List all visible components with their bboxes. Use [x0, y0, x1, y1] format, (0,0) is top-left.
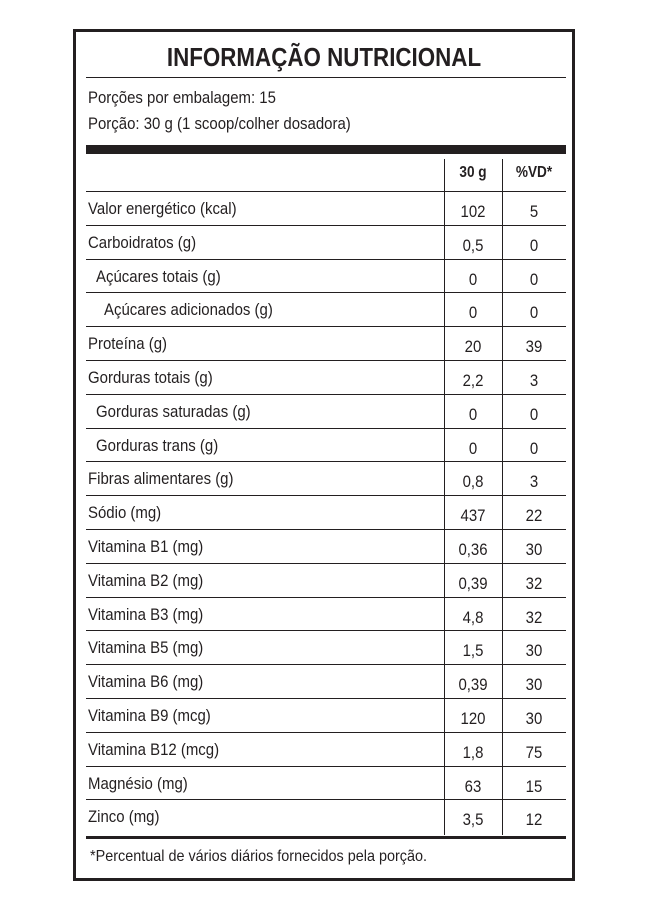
nutrient-dv: 30 — [525, 539, 543, 559]
nutrient-name: Vitamina B9 (mcg) — [88, 705, 211, 725]
nutrient-name: Vitamina B2 (mg) — [88, 570, 204, 590]
nutrient-name: Gorduras totais (g) — [88, 367, 213, 387]
table-row — [86, 462, 566, 496]
nutrient-dv: 32 — [525, 607, 543, 627]
nutrient-name: Vitamina B1 (mg) — [88, 536, 204, 556]
table-row — [86, 260, 566, 294]
nutrient-amount: 437 — [460, 506, 486, 526]
nutrient-name: Fibras alimentares (g) — [88, 469, 234, 489]
nutrient-dv: 3 — [529, 472, 539, 492]
table-row — [86, 496, 566, 530]
nutrient-name: Valor energético (kcal) — [88, 199, 237, 218]
table-row — [86, 395, 566, 429]
nutrient-amount: 63 — [464, 776, 482, 796]
table-row — [86, 699, 566, 733]
nutrient-amount: 0,36 — [458, 539, 488, 559]
nutrient-name: Gorduras trans (g) — [96, 435, 219, 455]
nutrient-amount: 0 — [468, 404, 478, 424]
table-row — [86, 767, 566, 801]
nutrient-amount: 20 — [464, 337, 482, 357]
nutrient-amount: 2,2 — [462, 370, 484, 390]
nutrient-dv: 30 — [525, 708, 543, 728]
nutrient-dv: 15 — [525, 776, 543, 796]
nutrient-amount: 0,39 — [458, 675, 488, 695]
nutrient-name: Vitamina B12 (mcg) — [88, 739, 220, 759]
nutrient-dv: 22 — [525, 506, 543, 526]
table-row — [86, 226, 566, 260]
table-row — [86, 733, 566, 767]
nutrient-name: Gorduras saturadas (g) — [96, 401, 251, 421]
label-title: INFORMAÇÃO NUTRICIONAL — [166, 42, 482, 72]
nutrient-dv: 0 — [529, 404, 539, 424]
nutrient-dv: 32 — [525, 573, 543, 593]
nutrient-dv: 0 — [529, 269, 539, 289]
table-row — [86, 327, 566, 361]
nutrient-amount: 3,5 — [462, 810, 484, 830]
nutrient-name: Vitamina B3 (mg) — [88, 604, 204, 624]
nutrient-name: Açúcares adicionados (g) — [104, 300, 273, 320]
bottom-divider — [86, 836, 566, 839]
footnote: *Percentual de vários diários fornecidos pela porção. — [90, 848, 427, 865]
nutrient-amount: 0,39 — [458, 573, 488, 593]
nutrient-dv: 12 — [525, 810, 543, 830]
nutrient-name: Açúcares totais (g) — [96, 266, 221, 286]
nutrient-dv: 5 — [529, 202, 539, 221]
nutrient-amount: 120 — [460, 708, 486, 728]
nutrient-amount: 0 — [468, 269, 478, 289]
servings-per-package: Porções por embalagem: 15 — [88, 88, 276, 107]
nutrient-dv: 39 — [525, 337, 543, 357]
nutrient-amount: 0,5 — [462, 235, 484, 255]
nutrient-dv: 75 — [525, 742, 543, 762]
table-row — [86, 800, 566, 834]
table-row — [86, 293, 566, 327]
column-header-amount: 30 g — [459, 164, 487, 181]
column-header-dv: %VD* — [515, 164, 553, 181]
nutrient-amount: 102 — [460, 202, 486, 221]
nutrient-dv: 0 — [529, 438, 539, 458]
table-row — [86, 192, 566, 226]
table-header — [86, 154, 566, 192]
table-row — [86, 598, 566, 632]
table-row — [86, 665, 566, 699]
nutrient-name: Vitamina B6 (mg) — [88, 672, 204, 692]
title-divider — [86, 77, 566, 78]
nutrient-amount: 0,8 — [462, 472, 484, 492]
nutrient-amount: 4,8 — [462, 607, 484, 627]
nutrient-dv: 3 — [529, 370, 539, 390]
table-row — [86, 361, 566, 395]
nutrient-dv: 0 — [529, 303, 539, 323]
nutrient-name: Proteína (g) — [88, 334, 167, 354]
table-row — [86, 631, 566, 665]
nutrient-name: Carboidratos (g) — [88, 232, 197, 252]
table-row — [86, 564, 566, 598]
nutrient-name: Zinco (mg) — [88, 807, 160, 827]
table-row — [86, 530, 566, 564]
nutrient-dv: 30 — [525, 675, 543, 695]
nutrient-amount: 1,5 — [462, 641, 484, 661]
nutrient-dv: 30 — [525, 641, 543, 661]
nutrient-amount: 0 — [468, 303, 478, 323]
nutrient-amount: 0 — [468, 438, 478, 458]
thick-divider — [86, 145, 566, 154]
nutrient-name: Sódio (mg) — [88, 503, 162, 523]
nutrient-name: Vitamina B5 (mg) — [88, 638, 204, 658]
nutrient-name: Magnésio (mg) — [88, 773, 188, 793]
serving-size: Porção: 30 g (1 scoop/colher dosadora) — [88, 114, 351, 133]
nutrient-table — [86, 192, 566, 834]
nutrition-facts-panel — [73, 29, 575, 881]
table-row — [86, 429, 566, 463]
nutrient-amount: 1,8 — [462, 742, 484, 762]
nutrient-dv: 0 — [529, 235, 539, 255]
